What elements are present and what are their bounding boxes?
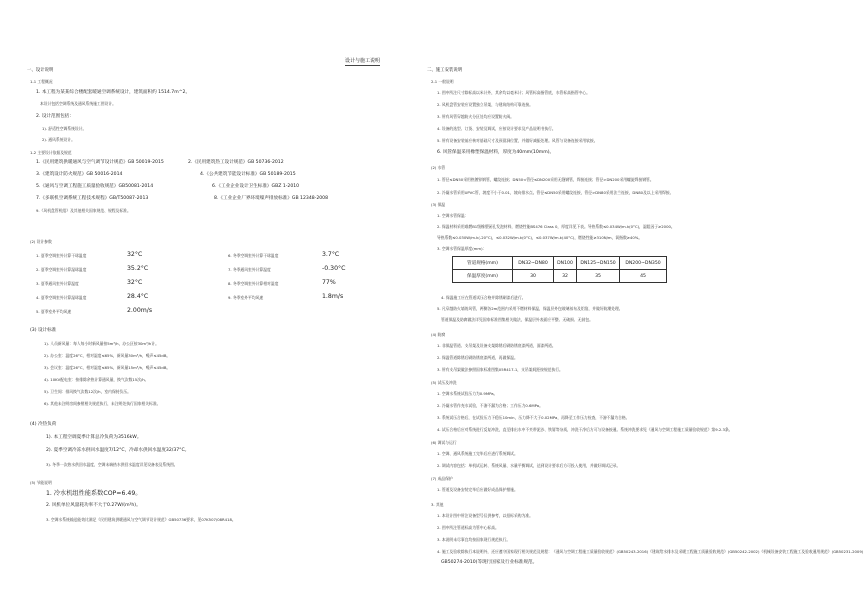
table-cell: 45 bbox=[620, 270, 667, 283]
standard-line: 1). 人员新风量：每人每小时新风量按5m³/h，办公区按30m³/h计。 bbox=[44, 341, 159, 346]
energy-line: 2. 风机单位风量耗功率不大于0.27W/(m³h)。 bbox=[46, 503, 141, 508]
pipe-line: 1. 管径≤DN50采用热镀锌钢管，螺纹连接；DN50<管径≤DN200采用无缝钢管，焊接连接；管径>DN200采用螺旋焊接钢管。 bbox=[437, 177, 654, 182]
insulation-line: 1. 空调水管保温： bbox=[437, 213, 469, 218]
param-value: 28.4°C bbox=[127, 293, 149, 300]
subheading-loads: (4) 冷热负荷 bbox=[30, 422, 57, 427]
section-heading-installation: 二、施工安装说明 bbox=[427, 68, 463, 73]
load-line: 3). 冬季一次热水供回水温度，空调末端热水供回水温度详见设备表及系统图。 bbox=[46, 462, 178, 467]
param-value: 32°C bbox=[127, 251, 143, 258]
param-value: 77% bbox=[322, 279, 336, 286]
table-cell: 30 bbox=[513, 270, 554, 283]
overview-line-1: 1. 本工程为某某综合楼配套暖通空调系统设计，建筑面积约 1514.7m^2。 bbox=[36, 90, 191, 95]
code-item: 7.《多联机空调系统工程技术规程》GB/T50087-2013 bbox=[36, 196, 149, 201]
table-row bbox=[453, 257, 667, 270]
protection-line: 1. 管道及设备安装完毕后应做好成品保护措施。 bbox=[437, 487, 518, 492]
subheading-general: 2-1 一般说明 bbox=[431, 79, 454, 84]
code-item: 2.《民用建筑热工设计规范》GB 50736-2012 bbox=[188, 160, 284, 165]
pressure-line: 4. 试压合格后应对系统进行反复冲洗，直至排出水中不夹带泥沙、铁屑等杂质，冲洗干净后方可与设备接通。系统冲洗要求见《通风与空调工程施工质量验收规范》第9.2.3条。 bbox=[437, 427, 733, 432]
code-item: 3.《建筑设计防火规范》GB 50016-2014 bbox=[36, 172, 123, 177]
param-label: 5. 夏季室外平均风速 bbox=[36, 309, 72, 314]
param-label: 4. 夏季空调室外计算湿球温度 bbox=[36, 295, 87, 300]
anticorrosion-line: 3. 所有支吊架做法参照国家标准图集05R417-1，支吊架间距按规范执行。 bbox=[437, 367, 563, 372]
table-cell: DN32~DN80 bbox=[513, 257, 554, 270]
param-label: 3. 夏季通风室外计算温度 bbox=[36, 281, 79, 286]
energy-line: 1. 冷水机组性能系数COP=6.49。 bbox=[46, 490, 142, 497]
insulation-thickness-table bbox=[452, 256, 667, 283]
general-line: 3. 所有风管穿越防火分区处均应设置防火阀。 bbox=[437, 114, 514, 119]
anticorrosion-line: 2. 保温管道除锈后刷防锈底漆两道，再做保温。 bbox=[437, 355, 518, 360]
page-title: 设计与施工说明 bbox=[345, 58, 381, 64]
table-cell: 管道规格(mm) bbox=[453, 257, 513, 270]
subheading-anticorrosion: (4) 防腐 bbox=[431, 332, 446, 337]
table-cell: 35 bbox=[577, 270, 620, 283]
param-value: -0.30°C bbox=[322, 265, 346, 272]
standard-line: 2). 办公室：温度26°C，相对湿度≤65%，新风量30m³/h，噪声≤45dB。 bbox=[44, 353, 171, 358]
table-cell: DN200~DN350 bbox=[620, 257, 667, 270]
insulation-line: 2. 保温材料采用难燃B1级橡塑闭孔发泡材料，燃烧性能BS476 Class 0，厚度详见下表。导热系数≤0.034W/m.k(0°C)，湿阻因子≥2000。 bbox=[437, 224, 675, 229]
param-value: 2.00m/s bbox=[127, 307, 153, 314]
param-value: 32°C bbox=[127, 279, 143, 286]
other-line: 1. 本设计图中所注设备型号仅供参考，以招标采购为准。 bbox=[437, 513, 533, 518]
subheading-protection: (7) 成品保护 bbox=[431, 476, 453, 481]
pressure-line: 1. 空调水系统试验压力为0.9MPa。 bbox=[437, 391, 498, 396]
table-cell: DN100 bbox=[554, 257, 577, 270]
pressure-line: 2. 冷凝水管作充水试验，不渗不漏为合格；工作压力0.6MPa。 bbox=[437, 403, 543, 408]
param-label: 1. 夏季空调室外计算干球温度 bbox=[36, 253, 87, 258]
overview-line-2a: 1). 舒适性空调系统设计。 bbox=[42, 126, 87, 131]
standard-line: 5). 卫生间：排风换气次数12次/h，室内保持负压。 bbox=[44, 389, 131, 394]
general-line: 2. 风机盘管安装应设置独立吊架，与建筑结构可靠连接。 bbox=[437, 102, 533, 107]
standard-line: 4). 10KV配电室：按排除余热计算通风量，换气次数15次/h。 bbox=[44, 377, 149, 382]
subheading-insulation: (3) 保温 bbox=[431, 202, 446, 207]
code-item: 5.《通风与空调工程施工质量验收规范》GB50081-2014 bbox=[36, 184, 154, 189]
commissioning-line: 1. 空调、通风系统施工完毕后应进行系统调试。 bbox=[437, 451, 518, 456]
other-line: 4. 施工及验收除执行本说明外，还应遵守国家现行相关规范及规程：《通风与空调工程施工质量验收规范》(GB50243-2016)《建筑给水排水及采暖工程施工质量验收规范》(GB50242-2002)《机械设备安装工程施工及验收通用规范》(GB50231-2009) bbox=[437, 549, 863, 554]
subheading-other: 3. 其他 bbox=[431, 502, 444, 507]
other-line: 2. 图中所注管道标高为管中心标高。 bbox=[437, 525, 499, 530]
general-line: 4. 设备的选型、订货、安装及调试，应按设计要求及产品说明书执行。 bbox=[437, 126, 556, 131]
param-value: 1.8m/s bbox=[322, 293, 344, 300]
table-cell: DN125~DN150 bbox=[577, 257, 620, 270]
overview-line-1b: 本设计包括空调系统及通风系统施工图设计。 bbox=[40, 101, 116, 106]
param-label: 6. 冬季空调室外计算干球温度 bbox=[228, 253, 279, 258]
subheading-energy: (5) 节能说明 bbox=[30, 480, 52, 485]
overview-line-2: 2. 设计范围包括： bbox=[36, 114, 75, 119]
param-label: 9. 冬季室外平均风速 bbox=[228, 295, 264, 300]
load-line: 1). 本工程空调夏季计算总冷负荷为3516kW。 bbox=[46, 435, 142, 440]
param-label: 7. 冬季通风室外计算温度 bbox=[228, 267, 271, 272]
subheading-pressure-test: (5) 试压及冲洗 bbox=[431, 380, 457, 385]
param-value: 3.7°C bbox=[322, 251, 340, 258]
table-row bbox=[453, 270, 667, 283]
subheading-codes: 1-2 主要设计依据及规范 bbox=[30, 150, 72, 155]
subheading-project-overview: 1-1 工程概况 bbox=[30, 79, 53, 84]
general-line: 6. 风管保温采用橡塑保温材料，厚度为40mm(10mm)。 bbox=[437, 150, 555, 155]
energy-line: 3. 空调水系统输送能效比满足《民用建筑供暖通风与空气调节设计规范》GB50736要求，见07K507/08R418。 bbox=[46, 517, 236, 522]
section-heading-design: 一、设计说明 bbox=[27, 68, 54, 73]
overview-line-2b: 2). 通风系统设计。 bbox=[42, 137, 75, 142]
subheading-water-pipes: (2) 水管 bbox=[431, 165, 446, 170]
insulation-line: 管道保温及防腐做法详见国家标准图集相关做法，保温层外表面应平整、无破损、无鼓包。 bbox=[441, 317, 593, 322]
code-item: 8.《工业企业厂界环境噪声排放标准》GB 12348-2008 bbox=[214, 196, 329, 201]
subheading-design-parameters: (2) 设计参数 bbox=[30, 239, 52, 244]
param-label: 8. 冬季空调室外计算相对湿度 bbox=[228, 281, 279, 286]
other-line: 3. 本说明未尽事宜均按国家现行规范执行。 bbox=[437, 537, 511, 542]
code-item: 6.《工业企业设计卫生标准》GBZ 1-2010 bbox=[212, 184, 300, 189]
subheading-commissioning: (6) 调试与运行 bbox=[431, 440, 457, 445]
insulation-line: 导热系数≤0.030W/m.k(-20°C)，≤0.032W/m.k(0°C)，≤0.037W/m.k(40°C)，燃烧性能≥310N/m，氧指数≥40%。 bbox=[437, 235, 643, 240]
general-line: 5. 所有设备安装前应核对基础尺寸及预留洞位置，并做好减振处理。风管与设备连接采用软接。 bbox=[437, 138, 598, 143]
param-label: 2. 夏季空调室外计算湿球温度 bbox=[36, 267, 87, 272]
code-item: 9.《风机盘管机组》及其他相关国家规范、规程及标准。 bbox=[36, 208, 131, 213]
general-line: 1. 图中所注尺寸除标高以米计外，其余均以毫米计；风管标高指管底，水管标高指管中心。 bbox=[437, 90, 590, 95]
subheading-design-standards: (3) 设计标准 bbox=[30, 328, 57, 333]
table-cell: 32 bbox=[554, 270, 577, 283]
anticorrosion-line: 1. 非保温管道、支吊架及设备支架除锈后刷防锈底漆两道，面漆两道。 bbox=[437, 343, 556, 348]
pipe-line: 2. 冷凝水管采用UPVC管，坡度不小于0.01，坡向排水点。管径≤DN50采用螺纹连接，管径>DN80采用法兰连接，DN80及以上采用焊接。 bbox=[437, 190, 674, 195]
code-item: 1.《民用建筑供暖通风与空气调节设计规范》GB 50019-2015 bbox=[36, 160, 164, 165]
insulation-line: 4. 保温施工应在管道试压合格并除锈刷漆后进行。 bbox=[441, 295, 526, 300]
standard-line: 6). 其他未注明房间参照相关规范执行，未注明处执行国家相关标准。 bbox=[44, 401, 161, 406]
standard-line: 3). 会议室：温度26°C，相对湿度≤65%，新风量15m³/h，噪声≤45dB。 bbox=[44, 365, 171, 370]
other-line: GB50274-2010)等现行国家及行业标准规范。 bbox=[441, 560, 538, 565]
commissioning-line: 2. 调试内容包括：单机试运转、系统风量、水量平衡调试，达到设计要求后方可投入使用，并做好调试记录。 bbox=[437, 463, 621, 468]
load-line: 2). 夏季空调冷冻水供回水温度7/12°C，冷却水供回水温度32/37°C。 bbox=[46, 448, 190, 453]
table-cell: 保温厚度(mm) bbox=[453, 270, 513, 283]
insulation-line: 5. 凡穿越防火墙的风管，两侧各2m范围内采用不燃材料保温，保温层外包玻璃丝布及铝箔，并做好防潮处理。 bbox=[437, 306, 623, 311]
pressure-line: 3. 系统试压合格后，在试验压力下稳压10min，压力降不大于0.02MPa，再降至工作压力检查，不渗不漏为合格。 bbox=[437, 415, 630, 420]
param-value: 35.2°C bbox=[127, 265, 149, 272]
insulation-line: 3. 空调水管保温厚度(mm)： bbox=[437, 246, 487, 251]
code-item: 4.《公共建筑节能设计标准》GB 50189-2015 bbox=[200, 172, 296, 177]
